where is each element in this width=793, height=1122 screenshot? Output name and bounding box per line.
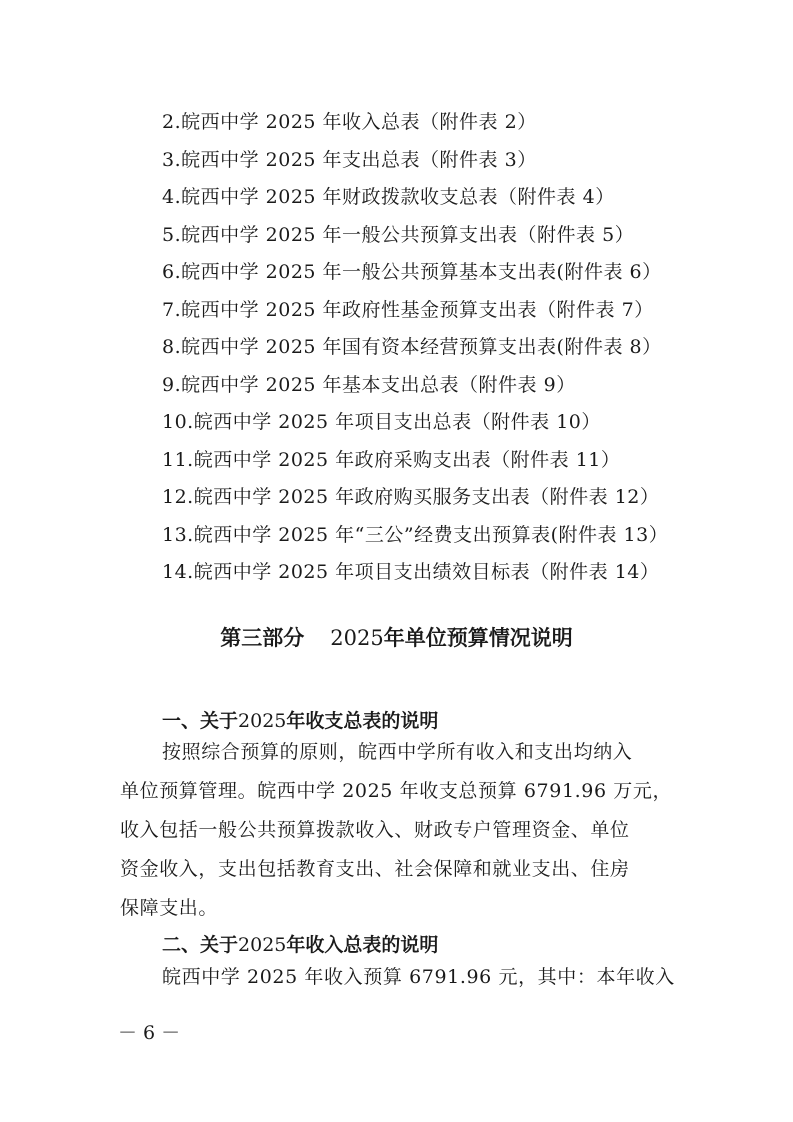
heading-suffix: 年收入总表的说明	[286, 934, 439, 956]
attachment-list-item: 10.皖西中学 2025 年项目支出总表（附件表 10）	[162, 411, 601, 433]
attachment-list-item: 6.皖西中学 2025 年一般公共预算基本支出表(附件表 6）	[162, 261, 662, 283]
heading-year: 2025	[238, 710, 287, 732]
section-paragraph-income-expenditure	[120, 733, 676, 928]
part-title	[0, 622, 793, 652]
heading-suffix: 年收支总表的说明	[286, 710, 439, 732]
part-title-suffix: 年单位预算情况说明	[383, 626, 573, 650]
attachment-list-item: 5.皖西中学 2025 年一般公共预算支出表（附件表 5）	[162, 223, 635, 246]
page-number: － 6 －	[118, 1022, 181, 1044]
heading-prefix: 二、关于	[162, 934, 239, 956]
attachment-list-item: 14.皖西中学 2025 年项目支出绩效目标表（附件表 14）	[162, 561, 660, 583]
attachment-list-item: 12.皖西中学 2025 年政府购买服务支出表（附件表 12）	[162, 486, 660, 508]
attachment-list-item: 8.皖西中学 2025 年国有资本经营预算支出表(附件表 8）	[162, 336, 662, 358]
paragraph-line: 收入包括一般公共预算拨款收入、财政专户管理资金、单位	[120, 819, 630, 841]
part-title-year: 2025	[330, 626, 384, 650]
paragraph-line: 资金收入，支出包括教育支出、社会保障和就业支出、住房	[120, 858, 630, 880]
section-heading-income-expenditure	[162, 706, 438, 733]
attachment-list-item: 11.皖西中学 2025 年政府采购支出表（附件表 11）	[162, 448, 621, 471]
attachment-list-item: 4.皖西中学 2025 年财政拨款收支总表（附件表 4）	[162, 186, 615, 208]
attachment-list-item: 3.皖西中学 2025 年支出总表（附件表 3）	[162, 148, 537, 171]
attachment-list-item: 2.皖西中学 2025 年收入总表（附件表 2）	[162, 111, 537, 133]
attachment-list-item: 7.皖西中学 2025 年政府性基金预算支出表（附件表 7）	[162, 298, 654, 321]
part-title-prefix: 第三部分	[220, 626, 305, 650]
attachment-list	[162, 104, 722, 592]
paragraph-line: 单位预算管理。皖西中学 2025 年收支总预算 6791.96 万元，	[120, 780, 673, 802]
section-heading-income	[162, 930, 438, 957]
heading-prefix: 一、关于	[162, 710, 239, 732]
attachment-list-item: 13.皖西中学 2025 年“三公”经费支出预算表(附件表 13）	[162, 523, 669, 546]
paragraph-line: 保障支出。	[120, 897, 219, 919]
section-paragraph-income	[120, 958, 676, 997]
heading-year: 2025	[238, 934, 287, 956]
paragraph-line: 按照综合预算的原则，皖西中学所有收入和支出均纳入	[162, 741, 633, 763]
attachment-list-item: 9.皖西中学 2025 年基本支出总表（附件表 9）	[162, 373, 576, 396]
paragraph-line: 皖西中学 2025 年收入预算 6791.96 元，其中：本年收入	[162, 966, 675, 988]
